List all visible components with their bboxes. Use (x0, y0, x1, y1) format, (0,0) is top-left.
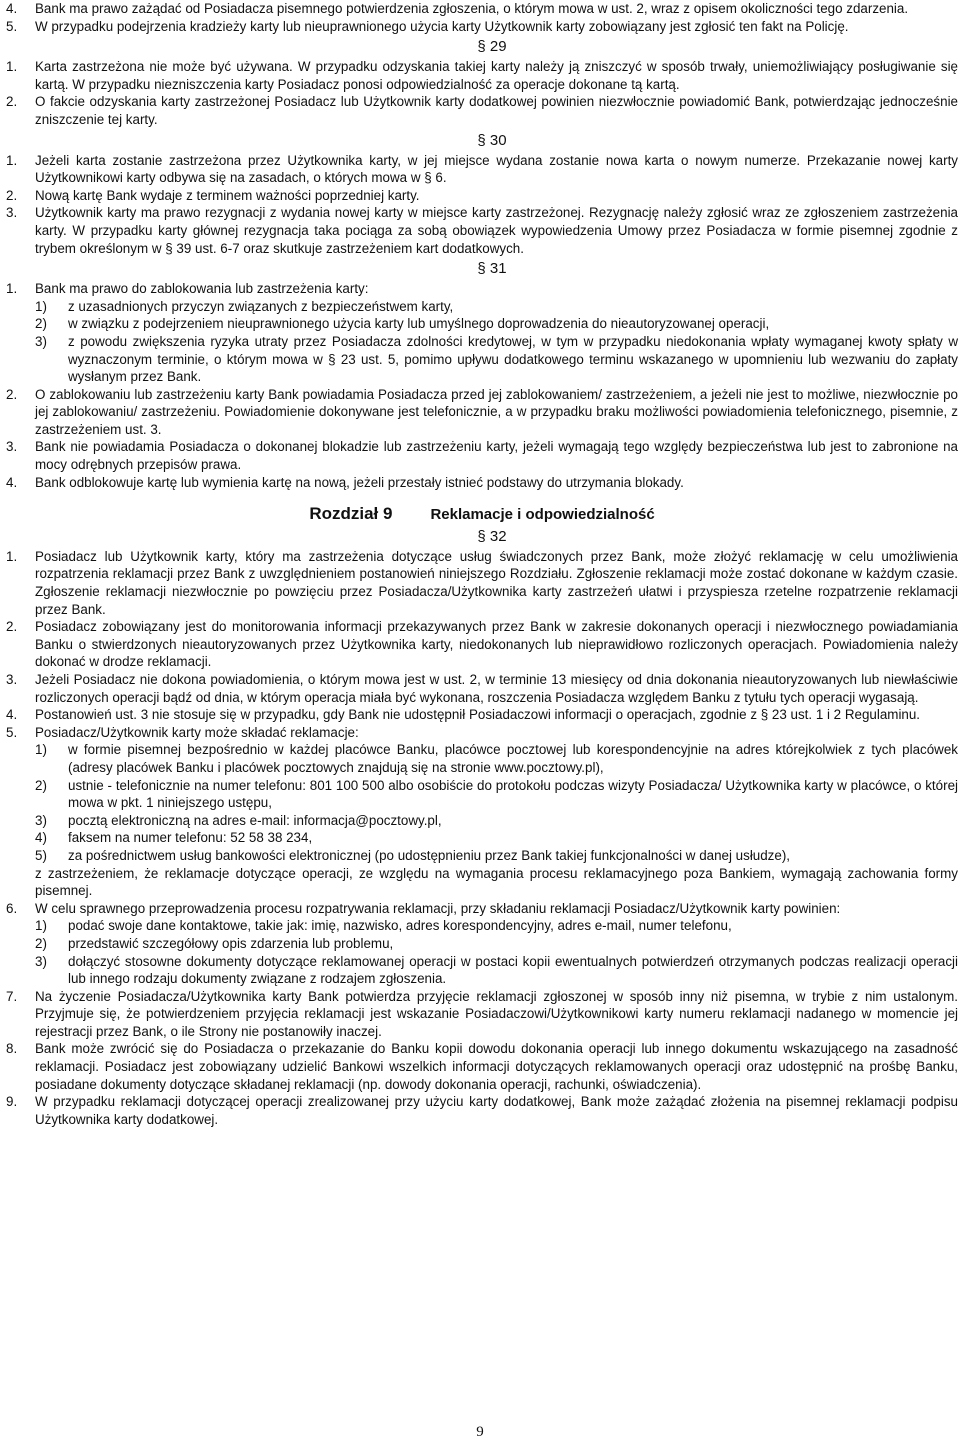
list-item (6, 988, 958, 1041)
list-item (6, 724, 958, 742)
chapter-number: Rozdział 9 (309, 504, 393, 524)
sub-list-item (35, 741, 958, 776)
sub-item-number: 1) (35, 298, 47, 314)
item-number: 1. (6, 548, 18, 564)
sub-list-item (35, 847, 958, 865)
list-item (6, 618, 958, 671)
item-text: W przypadku reklamacji dotyczącej operacji zrealizowanej przy użyciu karty dodatkowej, Bank może zażądać złożenia na pisemnej reklamacji podpisu Użytkownika karty dodatkowej. (35, 1094, 958, 1127)
sub-item-text: ustnie - telefonicznie na numer telefonu: 801 100 500 albo osobiście do protokołu podczas wizyty Posiadacza/ Użytkownika karty w placówce, o której mowa w pkt. 1 niniejszego ustępu, (68, 777, 958, 811)
section-31-items (6, 386, 958, 492)
list-item (6, 93, 958, 128)
sub-item-text: dołączyć stosowne dokumenty dotyczące reklamowanej operacji w postaci kopii ewentualnych potwierdzeń otrzymanych podczas realizacji operacji lub innego rodzaju dokumenty związane z rodzajem zgłoszenia. (68, 953, 958, 987)
item-text: Jeżeli karta zostanie zastrzeżona przez Użytkownika karty, w jej miejsce wydana zostanie nowa karta o nowym numerze. Przekazanie nowej karty Użytkownikowi karty odbywa się na zasadach, o których mowa w § 6. (35, 152, 958, 186)
sub-list-item (35, 333, 958, 386)
list-item (6, 386, 958, 439)
item-number: 6. (6, 900, 18, 916)
item-text: Karta zastrzeżona nie może być używana. W przypadku odzyskania takiej karty należy ją zniszczyć w sposób trwały, uniemożliwiający posługiwanie się kartą. W przypadku niezniszczenia karty Posiadacz ponosi odpowiedzialność za operacje dokonane tą kartą. (35, 59, 958, 92)
sub-item-text: przedstawić szczegółowy opis zdarzenia lub problemu, (68, 935, 394, 951)
item-text: O fakcie odzyskania karty zastrzeżonej Posiadacz lub Użytkownik karty dodatkowej powinien niezwłocznie powiadomić Bank, potwierdzając jednocześnie zniszczenie tej karty. (35, 94, 958, 127)
item-number: 1. (6, 281, 18, 297)
item-text: Bank może zwrócić się do Posiadacza o przekazanie do Banku kopii dowodu dokonania operacji lub innego dokumentu wskazującego na zasadność reklamacji. Posiadacz jest zobowiązany udzielić Bankowi wszelkich informacji dotyczących reklamowanych operacji oraz udostępnić na prośbę Banku, posiadane dokumenty dotyczące składanej reklamacji (np. dowody dokonania operacji, rachunki, oświadczenia). (35, 1041, 958, 1092)
sub-list-item (35, 935, 958, 953)
sub-item-text: pocztą elektroniczną na adres e-mail: informacja@pocztowy.pl, (68, 812, 442, 828)
sub-item-text: za pośrednictwem usług bankowości elektronicznej (po udostępnieniu przez Bank takiej funkcjonalności w danej usłudze), (68, 847, 791, 863)
list-item (6, 1040, 958, 1093)
list-item (6, 438, 958, 473)
list-item (6, 280, 958, 298)
sub-item-number: 5) (35, 847, 47, 863)
section-29-items (6, 58, 958, 128)
section-30-title: § 30 (477, 131, 507, 149)
item-number: 1. (6, 152, 18, 168)
sub-item-text: podać swoje dane kontaktowe, takie jak: imię, nazwisko, adres korespondencyjny, adres e-mail, numer telefonu, (68, 918, 732, 934)
item-number: 2. (6, 619, 18, 635)
item-number: 7. (6, 988, 18, 1004)
item-text: Bank nie powiadamia Posiadacza o dokonanej blokadzie lub zastrzeżeniu karty, jeżeli wymagają tego względy bezpieczeństwa lub jest to zabronione na mocy odrębnych przepisów prawa. (35, 439, 958, 473)
sub-item-text: z uzasadnionych przyczyn związanych z bezpieczeństwem karty, (68, 298, 454, 314)
item-text: Posiadacz zobowiązany jest do monitorowania informacji przekazywanych przez Bank w zakresie dokonanych operacji i niezwłocznego powiadamiania Banku o stwierdzonych nieautoryzowanych przez Użytkownika karty, niedokonanych lub nieprawidłowo rozliczonych operacjach. Powiadomienia należy dokonać w drodze reklamacji. (35, 619, 958, 670)
item-number: 9. (6, 1094, 18, 1110)
section-32-items-b (6, 988, 958, 1129)
sub-item-number: 1) (35, 742, 47, 758)
item-number: 3. (6, 205, 18, 221)
item-number: 3. (6, 439, 18, 455)
sub-item-number: 2) (35, 935, 47, 951)
section-31-title: § 31 (477, 260, 507, 278)
item-number: 2. (6, 386, 18, 402)
item-text: O zablokowaniu lub zastrzeżeniu karty Bank powiadamia Posiadacza przed jej zablokowaniem/ zastrzeżeniem, a jeżeli nie jest to możliwe, niezwłocznie po jej zablokowaniu/ zastrzeżeniu. Powiadomienie dokonywane jest telefonicznie, a w przypadku braku możliwości powiadomienia telefonicznego, pisemnie, z zastrzeżeniem ust. 3. (35, 386, 958, 437)
list-item (6, 18, 958, 36)
list-item (6, 152, 958, 187)
section-32-item6-subitems (6, 917, 958, 987)
list-item (6, 204, 958, 257)
item-number: 5. (6, 18, 18, 34)
item-number: 2. (6, 187, 18, 203)
sub-list-item (35, 829, 958, 847)
item-text: W przypadku podejrzenia kradzieży karty lub nieuprawnionego użycia karty Użytkownik karty zobowiązany jest zgłosić ten fakt na Policję. (35, 18, 849, 34)
sub-list-item (35, 777, 958, 812)
section-32-item5-subitems (6, 741, 958, 864)
list-item (6, 671, 958, 706)
item-text: Posiadacz lub Użytkownik karty, który ma zastrzeżenia dotyczące usług świadczonych przez Bank, może złożyć reklamację w celu umożliwienia rozpatrzenia reklamacji przez Bank z uwzględnieniem postanowień niniejszego Rozdziału. Zgłoszenie reklamacji może zostać dokonane w każdym czasie. Zgłoszenie reklamacji niezwłocznie po powzięciu przez Posiadacza/Użytkownika karty zastrzeżeń ułatwi i przyspiesza rzetelne rozpatrzenie reklamacji przez Bank. (35, 548, 958, 617)
item-number: 8. (6, 1041, 18, 1057)
item-number: 1. (6, 59, 18, 75)
list-item (6, 548, 958, 618)
section-31-subitems (6, 298, 958, 386)
sub-item-number: 2) (35, 316, 47, 332)
item-text: Bank odblokowuje kartę lub wymienia kartę na nową, jeżeli przestały istnieć podstawy do utrzymania blokady. (35, 474, 684, 490)
list-item (6, 900, 958, 918)
item-text: Bank ma prawo do zablokowania lub zastrzeżenia karty: (35, 281, 369, 297)
top-items (6, 0, 958, 35)
item-text: Jeżeli Posiadacz nie dokona powiadomienia, o którym mowa jest w ust. 2, w terminie 13 miesięcy od dnia dokonania nieautoryzowanych lub niewłaściwie rozliczonych operacji bądź od dnia, w którym operacja miała być wykonana, roszczenia Posiadacza względem Banku z tytułu tych operacji wygasają. (35, 672, 958, 705)
chapter-name: Reklamacje i odpowiedzialność (430, 506, 655, 524)
sub-item-text: faksem na numer telefonu: 52 58 38 234, (68, 830, 313, 846)
sub-item-number: 2) (35, 777, 47, 793)
sub-item-text: z powodu zwiększenia ryzyka utraty przez Posiadacza zdolności kredytowej, w tym w przypadku niedokonania wpłaty wymaganej kwoty spłaty w wyznaczonym terminie, o którym mowa w § 23 ust. 5, pomimo upływu dodatkowego terminu wskazanego w upomnieniu lub wezwaniu do zapłaty wysłanym przez Bank. (68, 333, 958, 385)
item-text: Na życzenie Posiadacza/Użytkownika karty Bank potwierdza przyjęcie reklamacji zgłoszonej w sposób inny niż pisemna, w trybie z nim ustalonym. Przyjmuje się, że potwierdzeniem przyjęcia reklamacji jest wskazanie Posiadaczowi/Użytkownikowi karty numeru reklamacji nadanego w momencie jej rejestracji przez Bank, o ile Strony nie postanowiły inaczej. (35, 988, 958, 1039)
sub-list-item (35, 953, 958, 988)
sub-list-item (35, 298, 958, 316)
item-5-tail: z zastrzeżeniem, że reklamacje dotyczące operacji, ze względu na wymagania procesu reklamacyjnego poza Bankiem, wymagają zachowania formy pisemnej. (35, 865, 958, 899)
item-text: W celu sprawnego przeprowadzenia procesu rozpatrywania reklamacji, przy składaniu reklamacji Posiadacz/Użytkownik karty powinien: (35, 900, 841, 916)
item-number: 2. (6, 94, 18, 110)
item-number: 4. (6, 474, 18, 490)
item-number: 4. (6, 1, 18, 16)
document-content (6, 0, 958, 1128)
page-number: 9 (476, 1424, 484, 1440)
item-text: Użytkownik karty ma prawo rezygnacji z wydania nowej karty w miejsce karty zastrzeżonej. Rezygnację należy zgłosić wraz ze zgłoszeniem zastrzeżenia karty. W przypadku karty głównej rezygnacja taka pociąga za sobą obowiązek wypowiedzenia Umowy przez Posiadacza w formie pisemnej zgodnie z trybem określonym w § 39 ust. 6-7 oraz skutkuje zastrzeżeniem kart dodatkowych. (35, 205, 958, 256)
sub-item-text: w formie pisemnej bezpośrednio w każdej placówce Banku, placówce pocztowej lub korespondencyjnie na adres którejkolwiek z tych placówek (adresy placówek Banku i placówek pocztowych znajdują się na stronie www.pocztowy.pl), (68, 742, 958, 775)
list-item (6, 187, 958, 205)
sub-item-number: 3) (35, 953, 47, 969)
section-32-title: § 32 (477, 527, 507, 545)
sub-item-number: 4) (35, 830, 47, 846)
section-30-items (6, 152, 958, 258)
list-item (6, 1093, 958, 1128)
list-item (6, 0, 958, 18)
item-number: 5. (6, 724, 18, 740)
section-32-items-a (6, 548, 958, 724)
item-number: 4. (6, 707, 18, 723)
item-text: Nową kartę Bank wydaje z terminem ważności poprzedniej karty. (35, 187, 420, 203)
item-number: 3. (6, 672, 18, 687)
item-text: Bank ma prawo zażądać od Posiadacza pisemnego potwierdzenia zgłoszenia, o którym mowa w ust. 2, wraz z opisem okoliczności tego zdarzenia. (35, 1, 909, 16)
sub-item-number: 3) (35, 333, 47, 349)
sub-item-number: 1) (35, 918, 47, 934)
sub-item-number: 3) (35, 812, 47, 828)
sub-list-item (35, 315, 958, 333)
sub-list-item (35, 917, 958, 935)
item-text: Posiadacz/Użytkownik karty może składać reklamacje: (35, 724, 359, 740)
list-item (6, 474, 958, 492)
list-item (6, 706, 958, 724)
section-29-title: § 29 (477, 38, 507, 56)
sub-item-text: w związku z podejrzeniem nieuprawnionego użycia karty lub umyślnego doprowadzenia do nieautoryzowanej operacji, (68, 316, 770, 332)
list-item (6, 58, 958, 93)
sub-list-item (35, 812, 958, 830)
item-text: Postanowień ust. 3 nie stosuje się w przypadku, gdy Bank nie udostępnił Posiadaczowi informacji o operacjach, zgodnie z § 23 ust. 1 i 2 Regulaminu. (35, 707, 921, 723)
chapter-heading (6, 505, 958, 524)
